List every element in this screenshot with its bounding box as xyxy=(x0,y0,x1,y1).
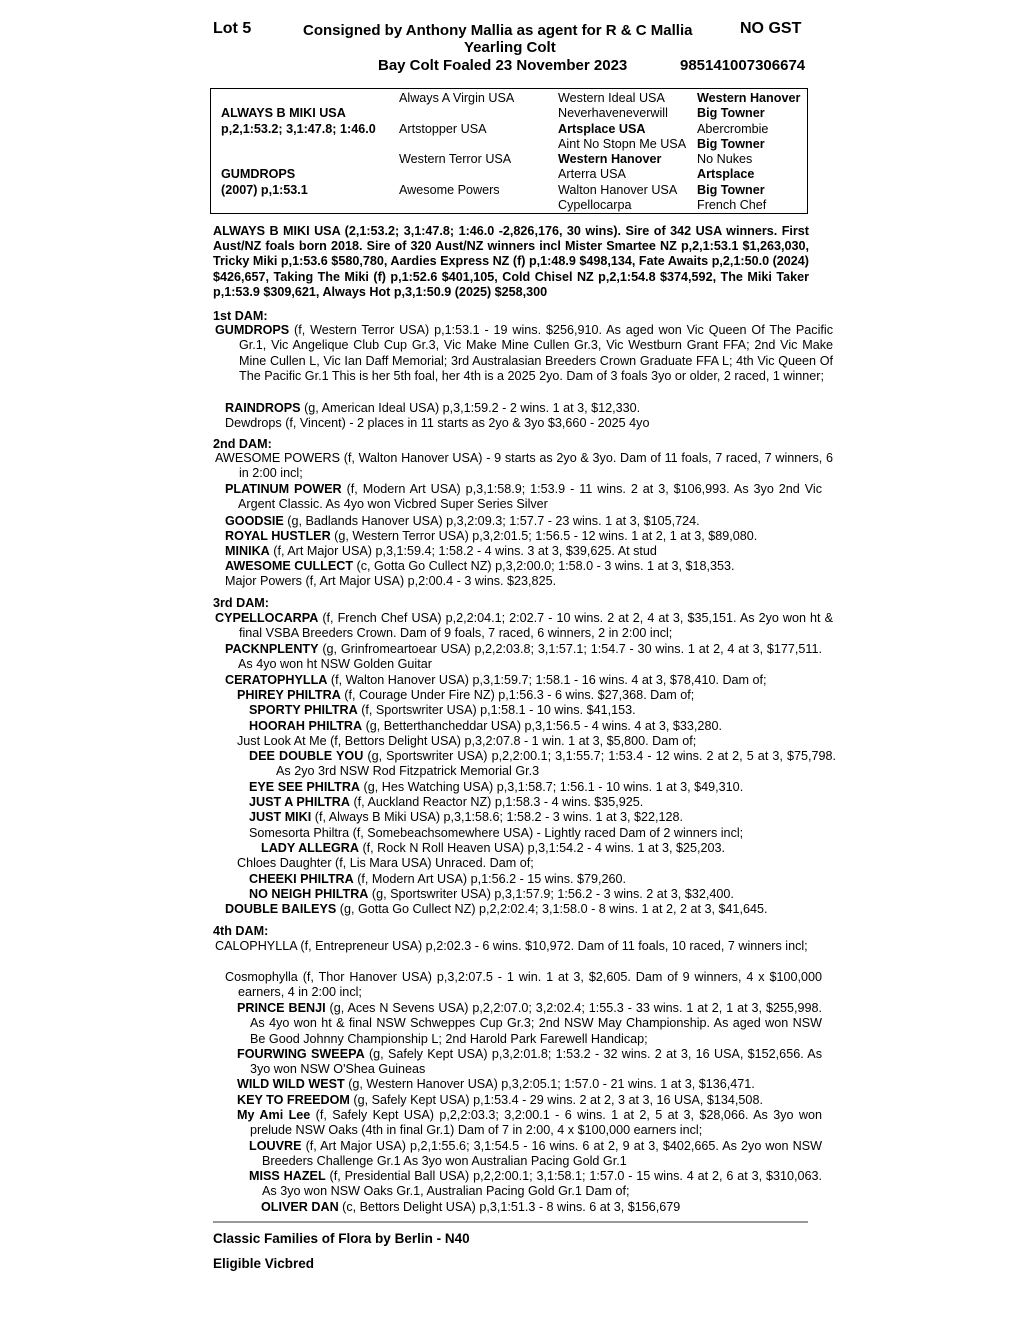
pedigree-entry: CYPELLOCARPA (f, French Chef USA) p,2,2:04.1; 2:02.7 - 10 wins. 2 at 2, 4 at 3, $35,151. As 2yo won ht & final VSBA Breeders Crown. Dam of 9 foals, 7 raced, 6 winners, 2 in 2:00 incl; xyxy=(215,611,833,641)
pedigree-g2: Artsplace USA xyxy=(558,122,646,136)
pedigree-g3: Abercrombie xyxy=(697,122,769,136)
section-heading: 4th DAM: xyxy=(213,924,269,938)
pedigree-entry: LADY ALLEGRA (f, Rock N Roll Heaven USA) p,3,1:54.2 - 4 wins. 1 at 3, $25,203. xyxy=(261,841,726,855)
pedigree-entry: Major Powers (f, Art Major USA) p,2:00.4 - 3 wins. $23,825. xyxy=(225,574,557,588)
pedigree-dam-record: (2007) p,1:53.1 xyxy=(221,183,308,197)
pedigree-entry: PRINCE BENJI (g, Aces N Sevens USA) p,2,2:07.0; 3,2:02.4; 1:55.3 - 33 wins. 1 at 2, 1 at 3, $255,998. As 4yo won ht & final NSW Schweppes Cup Gr.3; 2nd NSW May Championship. As aged won NSW Be Good Johnny Championship L; 2nd Harold Park Farewell Handicap; xyxy=(237,1001,822,1046)
pedigree-entry: CERATOPHYLLA (f, Walton Hanover USA) p,3,1:59.7; 1:58.1 - 16 wins. 4 at 3, $78,410. Dam of; xyxy=(225,673,767,687)
pedigree-entry: LOUVRE (f, Art Major USA) p,2,1:55.6; 3,1:54.5 - 16 wins. 6 at 2, 9 at 3, $402,665. As 2yo won NSW Breeders Challenge Gr.1 As 3yo won Australian Pacing Gold Gr.1 xyxy=(249,1139,822,1169)
pedigree-entry: DEE DOUBLE YOU (g, Sportswriter USA) p,2,2:00.1; 3,1:55.7; 1:53.4 - 12 wins. 2 at 2, 5 at 3, $75,798. As 2yo 3rd NSW Rod Fitzpatrick Memorial Gr.3 xyxy=(249,749,836,779)
pedigree-entry: MINIKA (f, Art Major USA) p,3,1:59.4; 1:58.2 - 4 wins. 3 at 3, $39,625. At stud xyxy=(225,544,657,558)
gst-status: NO GST xyxy=(740,20,802,37)
pedigree-g3: No Nukes xyxy=(697,152,753,166)
pedigree-g1: Awesome Powers xyxy=(399,183,500,197)
pedigree-entry: CHEEKI PHILTRA (f, Modern Art USA) p,1:56.2 - 15 wins. $79,260. xyxy=(249,872,627,886)
pedigree-entry: Cosmophylla (f, Thor Hanover USA) p,3,2:07.5 - 1 win. 1 at 3, $2,605. Dam of 9 winners, 4 x $100,000 earners, 4 in 2:00 incl; xyxy=(225,970,822,1000)
pedigree-entry: EYE SEE PHILTRA (g, Hes Watching USA) p,3,1:58.7; 1:56.1 - 10 wins. 1 at 3, $49,310. xyxy=(249,780,744,794)
pedigree-entry: KEY TO FREEDOM (g, Safely Kept USA) p,1:53.4 - 29 wins. 2 at 2, 3 at 3, 16 USA, $134,508. xyxy=(237,1093,763,1107)
lot-number: Lot 5 xyxy=(213,20,252,37)
microchip-number: 985141007306674 xyxy=(680,57,806,74)
pedigree-entry: AWESOME CULLECT (c, Gotta Go Cullect NZ) p,3,2:00.0; 1:58.0 - 3 wins. 1 at 3, $18,353. xyxy=(225,559,735,573)
pedigree-g1: Artstopper USA xyxy=(399,122,487,136)
pedigree-g3: Western Hanover xyxy=(697,91,801,105)
pedigree-entry: WILD WILD WEST (g, Western Hanover USA) p,3,2:05.1; 1:57.0 - 21 wins. 1 at 3, $136,471. xyxy=(237,1077,755,1091)
pedigree-entry: GUMDROPS (f, Western Terror USA) p,1:53.1 - 19 wins. $256,910. As aged won Vic Queen Of The Pacific Gr.1, Vic Angelique Club Cup Gr.3, Vic Make Mine Cullen Gr.3, Vic Westburn Grant FFA; 2nd Vic Make Mine Cullen L, Vic Ian Daff Memorial; 3rd Australasian Breeders Crown Graduate FFA L; 4th Vic Queen Of The Pacific Gr.1 This is her 5th foal, her 4th is a 2025 2yo. Dam of 3 foals 3yo or older, 2 raced, 1 winner; xyxy=(215,323,833,383)
pedigree-g3: French Chef xyxy=(697,198,767,212)
footer-divider xyxy=(213,1221,808,1223)
pedigree-g3: Artsplace xyxy=(697,167,755,181)
pedigree-entry: HOORAH PHILTRA (g, Betterthancheddar USA) p,3,1:56.5 - 4 wins. 4 at 3, $33,280. xyxy=(249,719,722,733)
pedigree-g3: Big Towner xyxy=(697,106,765,120)
pedigree-entry: Somesorta Philtra (f, Somebeachsomewhere USA) - Lightly raced Dam of 2 winners incl; xyxy=(249,826,744,840)
pedigree-entry: AWESOME POWERS (f, Walton Hanover USA) - 9 starts as 2yo & 3yo. Dam of 11 foals, 7 raced, 7 winners, 6 in 2:00 incl; xyxy=(215,451,833,481)
pedigree-sire: ALWAYS B MIKI USA xyxy=(221,106,346,120)
pedigree-g2: Walton Hanover USA xyxy=(558,183,678,197)
pedigree-sire-record: p,2,1:53.2; 3,1:47.8; 1:46.0 xyxy=(221,122,376,136)
pedigree-g3: Big Towner xyxy=(697,183,765,197)
pedigree-entry: My Ami Lee (f, Safely Kept USA) p,2,2:03.3; 3,2:00.1 - 6 wins. 1 at 2, 5 at 3, $28,066. As 3yo won prelude NSW Oaks (4th in final Gr.1) Dam of 7 in 2:00, 4 x $100,000 earners incl; xyxy=(237,1108,822,1138)
pedigree-entry: SPORTY PHILTRA (f, Sportswriter USA) p,1:58.1 - 10 wins. $41,153. xyxy=(249,703,636,717)
foaled-info: Bay Colt Foaled 23 November 2023 xyxy=(378,57,628,74)
pedigree-entry: DOUBLE BAILEYS (g, Gotta Go Cullect NZ) p,2,2:02.4; 3,1:58.0 - 8 wins. 1 at 2, 2 at 3, $41,645. xyxy=(225,902,768,916)
sire-summary: ALWAYS B MIKI USA (2,1:53.2; 3,1:47.8; 1:46.0 -2,826,176, 30 wins). Sire of 342 USA winners. First Aust/NZ foals born 2018. Sire of 320 Aust/NZ winners incl Mister Smartee NZ p,2,1:53.1 $1,263,030, Tricky Miki p,1:53.6 $580,780, Aardies Express NZ (f) p,1:48.9 $498,134, Fate Awaits p,2,1:50.0 (2024) $426,657, Taking The Miki (f) p,1:52.6 $401,105, Cold Chisel NZ p,2,1:54.8 $374,592, The Miki Taker p,1:53.9 $309,621, Always Hot p,3,1:50.9 (2025) $258,300 xyxy=(213,224,809,299)
horse-type: Yearling Colt xyxy=(464,39,556,56)
pedigree-entry: FOURWING SWEEPA (g, Safely Kept USA) p,3,2:01.8; 1:53.2 - 32 wins. 2 at 3, 16 USA, $152,656. As 3yo won NSW O'Shea Guineas xyxy=(237,1047,822,1077)
pedigree-entry: OLIVER DAN (c, Bettors Delight USA) p,3,1:51.3 - 8 wins. 6 at 3, $156,679 xyxy=(261,1200,681,1214)
eligibility-note: Eligible Vicbred xyxy=(213,1256,315,1271)
pedigree-entry: CALOPHYLLA (f, Entrepreneur USA) p,2:02.3 - 6 wins. $10,972. Dam of 11 foals, 10 raced, 7 winners incl; xyxy=(215,939,808,953)
pedigree-g1: Western Terror USA xyxy=(399,152,512,166)
pedigree-entry: MISS HAZEL (f, Presidential Ball USA) p,2,2:00.1; 3,1:58.1; 1:57.0 - 15 wins. 4 at 2, 6 at 3, $310,063. As 3yo won NSW Oaks Gr.1, Australian Pacing Gold Gr.1 Dam of; xyxy=(249,1169,822,1199)
pedigree-entry: Dewdrops (f, Vincent) - 2 places in 11 starts as 2yo & 3yo $3,660 - 2025 4yo xyxy=(225,416,650,430)
family-note: Classic Families of Flora by Berlin - N40 xyxy=(213,1231,470,1246)
pedigree-entry: RAINDROPS (g, American Ideal USA) p,3,1:59.2 - 2 wins. 1 at 3, $12,330. xyxy=(225,401,641,415)
pedigree-g2: Cypellocarpa xyxy=(558,198,632,212)
pedigree-entry: PLATINUM POWER (f, Modern Art USA) p,3,1:58.9; 1:53.9 - 11 wins. 2 at 3, $106,993. As 3yo 2nd Vic Argent Classic. As 4yo won Vicbred Super Series Silver xyxy=(225,482,822,512)
pedigree-g1: Always A Virgin USA xyxy=(399,91,515,105)
pedigree-entry: JUST MIKI (f, Always B Miki USA) p,3,1:58.6; 1:58.2 - 3 wins. 1 at 3, $22,128. xyxy=(249,810,683,824)
pedigree-entry: JUST A PHILTRA (f, Auckland Reactor NZ) p,1:58.3 - 4 wins. $35,925. xyxy=(249,795,644,809)
pedigree-g2: Aint No Stopn Me USA xyxy=(558,137,687,151)
pedigree-entry: PACKNPLENTY (g, Grinfromeartoear USA) p,2,2:03.8; 3,1:57.1; 1:54.7 - 30 wins. 1 at 2, 4 at 3, $177,511. As 4yo won ht NSW Golden Guitar xyxy=(225,642,822,672)
section-heading: 1st DAM: xyxy=(213,309,268,323)
pedigree-g2: Arterra USA xyxy=(558,167,626,181)
pedigree-g2: Western Ideal USA xyxy=(558,91,665,105)
pedigree-dam: GUMDROPS xyxy=(221,167,296,181)
pedigree-g3: Big Towner xyxy=(697,137,765,151)
pedigree-table xyxy=(210,88,808,214)
pedigree-entry: Chloes Daughter (f, Lis Mara USA) Unraced. Dam of; xyxy=(237,856,534,870)
pedigree-g2: Western Hanover xyxy=(558,152,662,166)
pedigree-entry: Just Look At Me (f, Bettors Delight USA) p,3,2:07.8 - 1 win. 1 at 3, $5,800. Dam of; xyxy=(237,734,697,748)
section-heading: 3rd DAM: xyxy=(213,596,269,610)
pedigree-entry: PHIREY PHILTRA (f, Courage Under Fire NZ) p,1:56.3 - 6 wins. $27,368. Dam of; xyxy=(237,688,695,702)
pedigree-g2: Neverhaveneverwill xyxy=(558,106,668,120)
consignor: Consigned by Anthony Mallia as agent for R & C Mallia xyxy=(303,22,693,39)
pedigree-entry: GOODSIE (g, Badlands Hanover USA) p,3,2:09.3; 1:57.7 - 23 wins. 1 at 3, $105,724. xyxy=(225,514,700,528)
pedigree-entry: ROYAL HUSTLER (g, Western Terror USA) p,3,2:01.5; 1:56.5 - 12 wins. 1 at 2, 1 at 3, $89,080. xyxy=(225,529,758,543)
section-heading: 2nd DAM: xyxy=(213,437,272,451)
pedigree-entry: NO NEIGH PHILTRA (g, Sportswriter USA) p,3,1:57.9; 1:56.2 - 3 wins. 2 at 3, $32,400. xyxy=(249,887,734,901)
